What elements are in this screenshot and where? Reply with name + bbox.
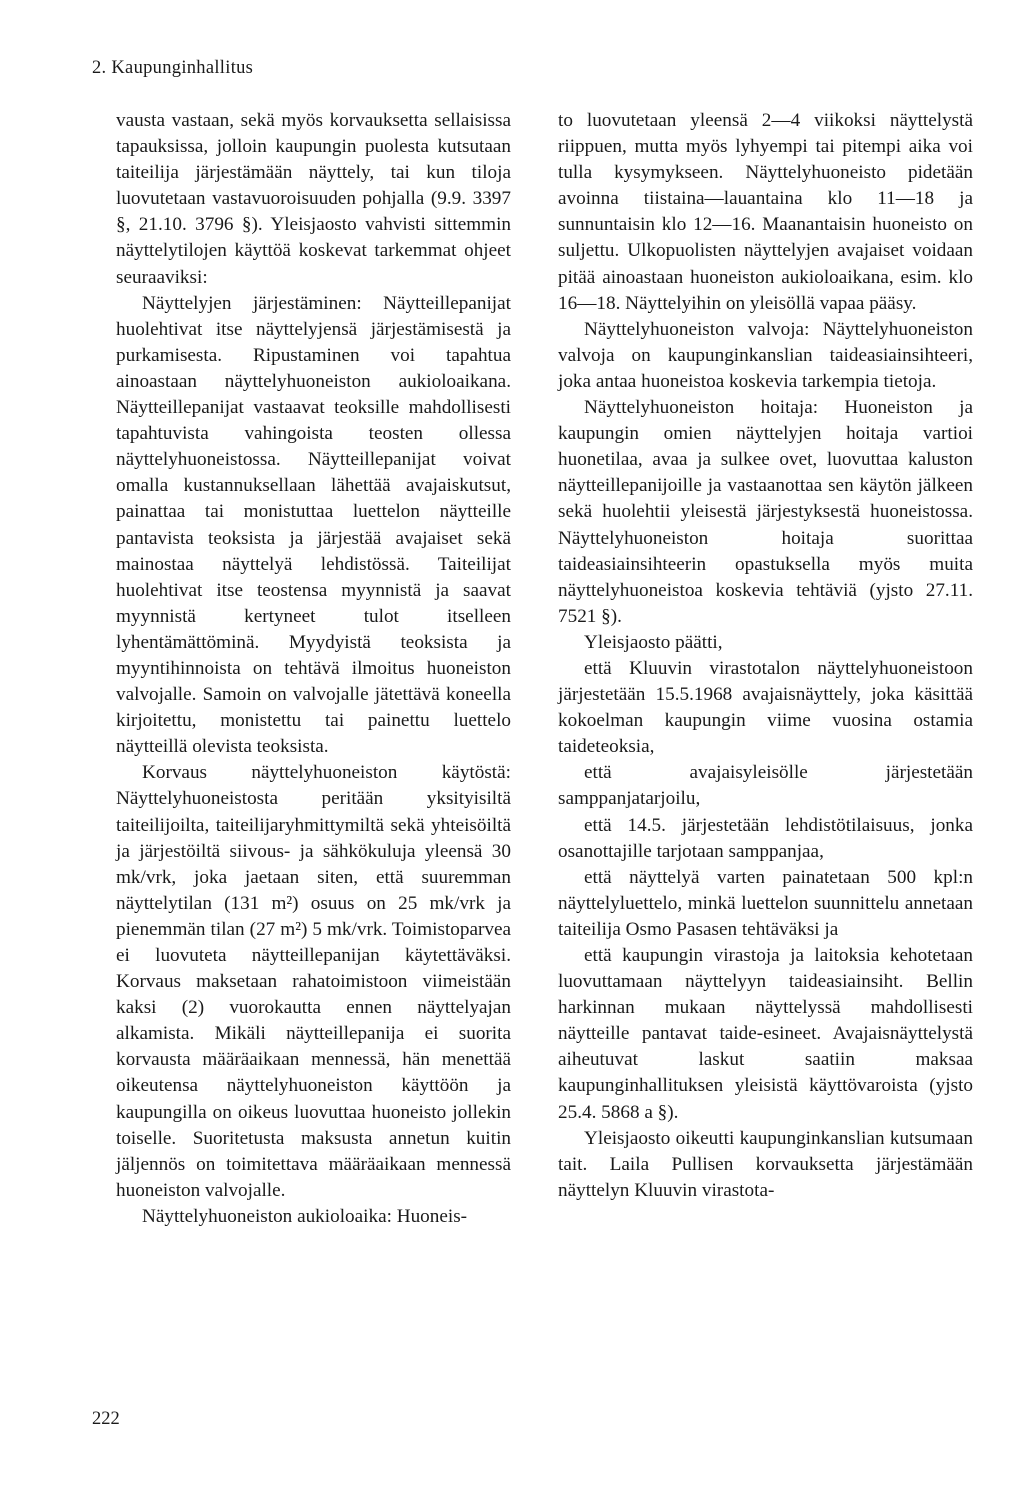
running-head: 2. Kaupunginhallitus bbox=[92, 58, 254, 78]
paragraph: Korvaus näyttelyhuoneiston käytöstä: Näyttelyhuoneistosta peritään yksityisiltä taiteilijoilta, taiteilijaryhmittymiltä sekä yhteisöiltä ja järjestöiltä siivous- ja sähkökuluja yleensä 30 mk/vrk, joka jaetaan siten, että suuremman näyttelytilan (131 m²) osuus on 25 mk/vrk ja pienemmän tilan (27 m²) 5 mk/vrk. Toimistoparvea ei luovuteta näytteillepanijan käytettäväksi. Korvaus maksetaan rahatoimistoon viimeistään kaksi (2) vuorokautta ennen näyttelyajan alkamista. Mikäli näytteillepanija ei suorita korvausta määräaikaan mennessä, hän menettää oikeutensa näyttelyhuoneiston käyttöön ja kaupungilla on oikeus luovuttaa huoneisto jollekin toiselle. Suoritetusta maksusta annetun kuitin jäljennös on toimitettava määräaikaan mennessä huoneiston valvojalle. bbox=[116, 762, 511, 1201]
paragraph: että Kluuvin virastotalon näyttelyhuoneistoon järjestetään 15.5.1968 avajaisnäyttely, joka käsittää kokoelman kaupungin viime vuosina ostamia taideteoksia, bbox=[558, 657, 973, 758]
paragraph: Yleisjaosto päätti, bbox=[584, 631, 723, 653]
paragraph: että avajaisyleisölle järjestetään samppanjatarjoilu, bbox=[558, 762, 973, 810]
paragraph: Näyttelyjen järjestäminen: Näytteillepanijat huolehtivat itse näyttelyjensä järjestämisestä ja purkamisesta. Ripustaminen voi tapahtua ainoastaan näyttelyhuoneiston aukioloaikana. Näytteillepanijat vastaavat teoksille mahdollisesti tapahtuvista vahingoista teosten ollessa näyttelyhuoneistossa. Näytteillepanijat voivat omalla kustannuksellaan lähettää avajaiskutsut, painattaa tai monistuttaa luettelon näytteille pantavista teoksista ja järjestää avajaiset sekä mainostaa näyttelyä lehdistössä. Taiteilijat huolehtivat itse teostensa myynnistä ja saavat myynnistä kertyneet tulot itselleen lyhentämättöminä. Myydyistä teoksista ja myyntihinnoista on tehtävä ilmoitus huoneiston valvojalle. Samoin on valvojalle jätettävä koneella kirjoitettu, monistettu tai painettu luettelo näytteillä olevista teoksista. bbox=[116, 292, 511, 758]
right-column bbox=[558, 108, 973, 1204]
paragraph: että 14.5. järjestetään lehdistötilaisuus, jonka osanottajille tarjotaan samppanjaa, bbox=[558, 814, 973, 862]
paragraph: to luovutetaan yleensä 2—4 viikoksi näyttelystä riippuen, mutta myös lyhyempi tai pitempi aika voi tulla kysymykseen. Näyttelyhuoneisto pidetään avoinna tiistaina—lauantaina klo 11—18 ja sunnuntaisin klo 12—16. Maanantaisin huoneisto on suljettu. Ulkopuolisten näyttelyjen avajaiset voidaan pitää ainoastaan huoneiston aukioloaikana, esim. klo 16—18. Näyttelyihin on yleisöllä vapaa pääsy. bbox=[558, 110, 973, 314]
paragraph: että kaupungin virastoja ja laitoksia kehotetaan luovuttamaan näyttelyyn taideasiainsiht. Bellin harkinnan mukaan näyttelyssä mahdollisesti näytteille pantavat taide-esineet. Avajaisnäyttelystä aiheutuvat laskut saatiin maksaa kaupunginhallituksen yleisistä käyttövaroista (yjsto 25.4. 5868 a §). bbox=[558, 945, 973, 1123]
paragraph: että näyttelyä varten painatetaan 500 kpl:n näyttelyluettelo, minkä luettelon suunnittelu annetaan taiteilija Osmo Pasasen tehtäväksi ja bbox=[558, 866, 973, 940]
paragraph: Näyttelyhuoneiston hoitaja: Huoneiston ja kaupungin omien näyttelyjen hoitaja vartioi huonetilaa, avaa ja sulkee ovet, luovuttaa kaluston näytteillepanijoille ja vastaanottaa sen käytön jälkeen sekä huolehtii yleisestä järjestyksestä huoneistossa. Näyttelyhuoneiston hoitaja suorittaa taideasiainsihteerin opastuksella myös muita näyttelyhuoneistoa koskevia tehtäviä (yjsto 27.11. 7521 §). bbox=[558, 397, 973, 627]
paragraph: Yleisjaosto oikeutti kaupunginkanslian kutsumaan tait. Laila Pullisen korvauksetta järjestämään näyttelyn Kluuvin virastota- bbox=[558, 1127, 973, 1201]
page-number: 222 bbox=[92, 1409, 120, 1429]
left-column bbox=[116, 108, 511, 1230]
paragraph: vausta vastaan, sekä myös korvauksetta sellaisissa tapauksissa, jolloin kaupungin puolesta kutsutaan taiteilija järjestämään näyttely, tai kun tiloja luovutetaan vastavuoroisuuden pohjalla (9.9. 3397 §, 21.10. 3796 §). Yleisjaosto vahvisti sittemmin näyttelytilojen käyttöä koskevat tarkemmat ohjeet seuraaviksi: bbox=[116, 110, 511, 288]
paragraph: Näyttelyhuoneiston valvoja: Näyttelyhuoneiston valvoja on kaupunginkanslian taideasiainsihteeri, joka antaa huoneistoa koskevia tarkempia tietoja. bbox=[558, 318, 973, 392]
paragraph: Näyttelyhuoneiston aukioloaika: Huoneis- bbox=[142, 1205, 468, 1227]
